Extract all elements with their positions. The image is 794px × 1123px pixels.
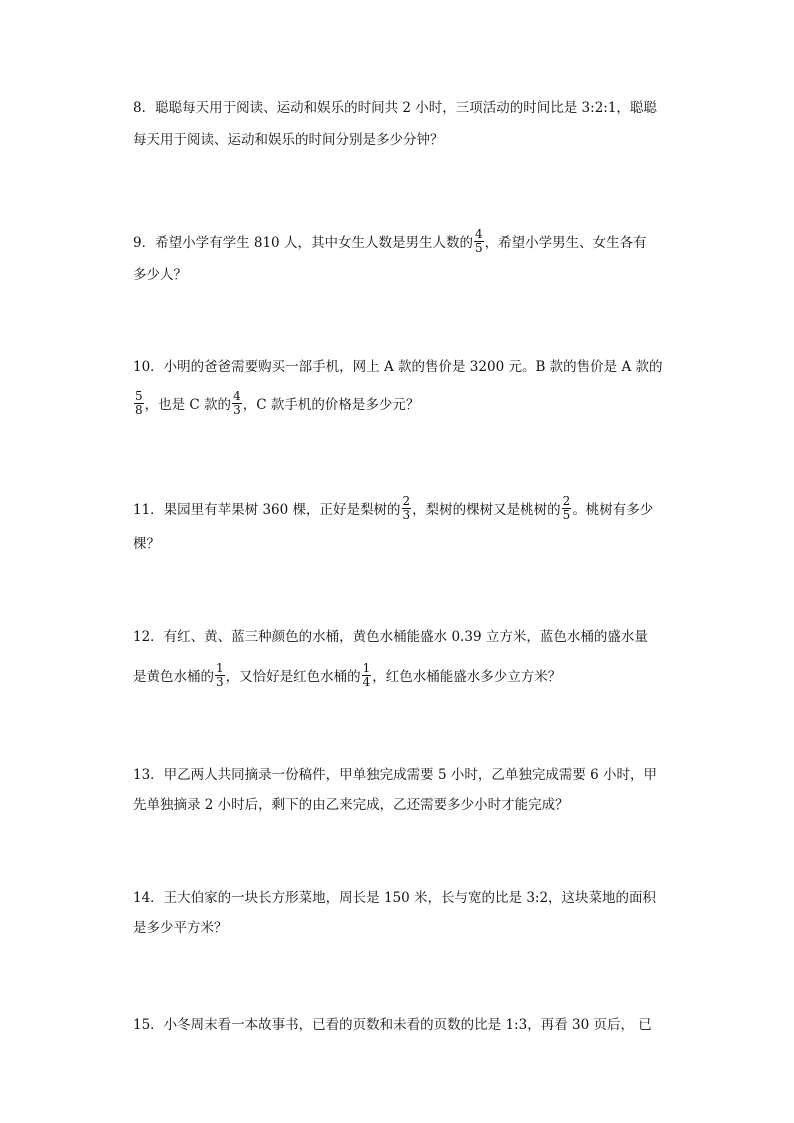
question-9-text-a: 9．希望小学有学生 810 人，其中女生人数是男生人数的: [133, 235, 473, 251]
fraction-denominator: 3: [233, 403, 241, 417]
fraction: [362, 662, 372, 689]
fraction-denominator: 8: [135, 403, 143, 417]
fraction-numerator: 1: [216, 661, 224, 675]
fraction-numerator: 1: [362, 661, 371, 675]
fraction-numerator: 2: [562, 494, 571, 508]
question-10-line-2: [133, 389, 420, 419]
question-12-line-2: [133, 661, 562, 691]
question-8-line-2: 每天用于阅读、运动和娱乐的时间分别是多少分钟？: [133, 132, 444, 148]
question-12-line-1: 12．有红、黄、蓝三种颜色的水桶，黄色水桶能盛水 0.39 立方米，蓝色水桶的盛水量: [133, 629, 648, 645]
fraction: [215, 662, 225, 689]
question-11-text-a: 11．果园里有苹果树 360 棵，正好是梨树的: [133, 502, 401, 518]
fraction: [402, 495, 412, 522]
question-10-text-a: ，也是 C 款的: [144, 397, 232, 413]
fraction-denominator: 5: [474, 241, 483, 255]
fraction-denominator: 3: [402, 508, 411, 522]
question-9-line-2: 多少人？: [133, 267, 187, 283]
fraction-denominator: 3: [216, 675, 224, 689]
fraction-numerator: 4: [474, 227, 483, 241]
question-12-text-a: 是黄色水桶的: [133, 669, 214, 685]
question-13-line-2: 先单独摘录 2 小时后，剩下的由乙来完成，乙还需要多少小时才能完成？: [133, 797, 569, 813]
question-9-line-1: [133, 227, 647, 257]
question-12-text-b: ，又恰好是红色水桶的: [225, 669, 361, 685]
question-13-line-1: 13．甲乙两人共同摘录一份稿件，甲单独完成需要 5 小时，乙单独完成需要 6 小时，甲: [133, 767, 658, 783]
question-10-text-b: ，C 款手机的价格是多少元？: [242, 397, 420, 413]
question-9-text-b: ，希望小学男生、女生各有: [484, 235, 647, 251]
question-11-text-b: ，梨树的棵树又是桃树的: [412, 502, 561, 518]
question-11-line-2: 棵？: [133, 536, 160, 552]
question-11-text-c: 。桃树有多少: [572, 502, 654, 518]
question-11-line-1: [133, 494, 654, 524]
fraction-numerator: 2: [402, 494, 411, 508]
question-10-line-1: 10．小明的爸爸需要购买一部手机，网上 A 款的售价是 3200 元。B 款的售价是 A 款的: [133, 359, 663, 375]
fraction: [562, 495, 572, 522]
fraction-numerator: 4: [233, 389, 241, 403]
question-14-line-1: 14．王大伯家的一块长方形菜地，周长是 150 米，长与宽的比是 3:2，这块菜地的面积: [133, 890, 657, 906]
fraction-denominator: 4: [362, 675, 371, 689]
fraction: [474, 228, 484, 255]
question-8-line-1: 8．聪聪每天用于阅读、运动和娱乐的时间共 2 小时，三项活动的时间比是 3:2:1，聪聪: [133, 100, 657, 116]
fraction-numerator: 5: [135, 389, 143, 403]
fraction: [232, 390, 242, 417]
question-12-text-c: ，红色水桶能盛水多少立方米？: [372, 669, 562, 685]
fraction: [134, 390, 144, 417]
question-14-line-2: 是多少平方米？: [133, 920, 228, 936]
fraction-denominator: 5: [562, 508, 571, 522]
question-15-line-1: 15．小冬周末看一本故事书，已看的页数和未看的页数的比是 1:3，再看 30 页后， 已: [133, 1017, 652, 1033]
